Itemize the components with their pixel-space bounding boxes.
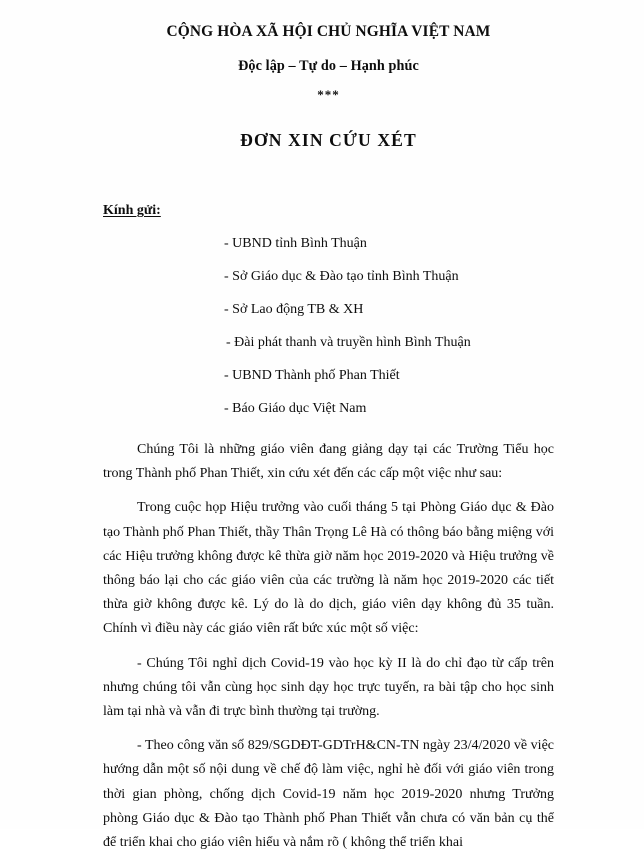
national-motto: Độc lập – Tự do – Hạnh phúc [238,58,419,74]
body-paragraph: Trong cuộc họp Hiệu trưởng vào cuối tháng 5 tại Phòng Giáo dục & Đào tạo Thành phố Phan Thiết, thầy Thân Trọng Lê Hà có thông báo bằng miệng với các Hiệu trưởng không được kê thừa giờ năm học 2019-2020 và Hiệu trưởng về thông báo lại cho các giáo viên của các trường là năm học 2019-2020 các tiết thừa giờ không được kê. Lý do là do dịch, giáo viên dạy không đủ 35 tuần. Chính vì điều này các giáo viên rất bức xúc một số việc: [103,500,554,637]
list-item: - UBND Thành phố Phan Thiết [224,368,400,383]
page-title: ĐƠN XIN CỨU XÉT [240,130,417,150]
national-heading: CỘNG HÒA XÃ HỘI CHỦ NGHĨA VIỆT NAM [166,23,491,40]
list-item: - Báo Giáo dục Việt Nam [224,401,367,416]
star-separator: *** [317,87,340,102]
recipients-list [103,235,554,417]
list-item: - Sở Giáo dục & Đào tạo tỉnh Bình Thuận [224,269,459,284]
list-item: - Đài phát thanh và truyền hình Bình Thuận [226,335,471,350]
document-body [103,438,554,855]
body-paragraph: Chúng Tôi là những giáo viên đang giảng dạy tại các Trường Tiểu học trong Thành phố Phan Thiết, xin cứu xét đến các cấp một việc như sau: [103,442,554,482]
body-paragraph: - Chúng Tôi nghỉ dịch Covid-19 vào học kỳ II là do chỉ đạo từ cấp trên nhưng chúng tôi vẫn cùng học sinh dạy học trực tuyến, ra bài tập cho học sinh làm tại nhà và vẫn đi trực bình thường tại trường. [103,655,554,720]
recipients-label: Kính gửi: [103,203,161,218]
body-paragraph: - Theo công văn số 829/SGDĐT-GDTrH&CN-TN ngày 23/4/2020 về việc hướng dẫn một số nội dung về chế độ làm việc, nghỉ hè đối với giáo viên trong thời gian phòng, chống dịch Covid-19 năm học 2019-2020 nhưng Trưởng phòng Giáo dục & Đào tạo Thành phố Phan Thiết vẫn chưa có văn bản cụ thể để triển khai cho giáo viên hiểu và nắm rõ ( không thể triển khai [103,738,554,851]
list-item: - Sở Lao động TB & XH [224,302,364,317]
recipients-section [103,151,554,417]
list-item: - UBND tỉnh Bình Thuận [224,236,367,251]
